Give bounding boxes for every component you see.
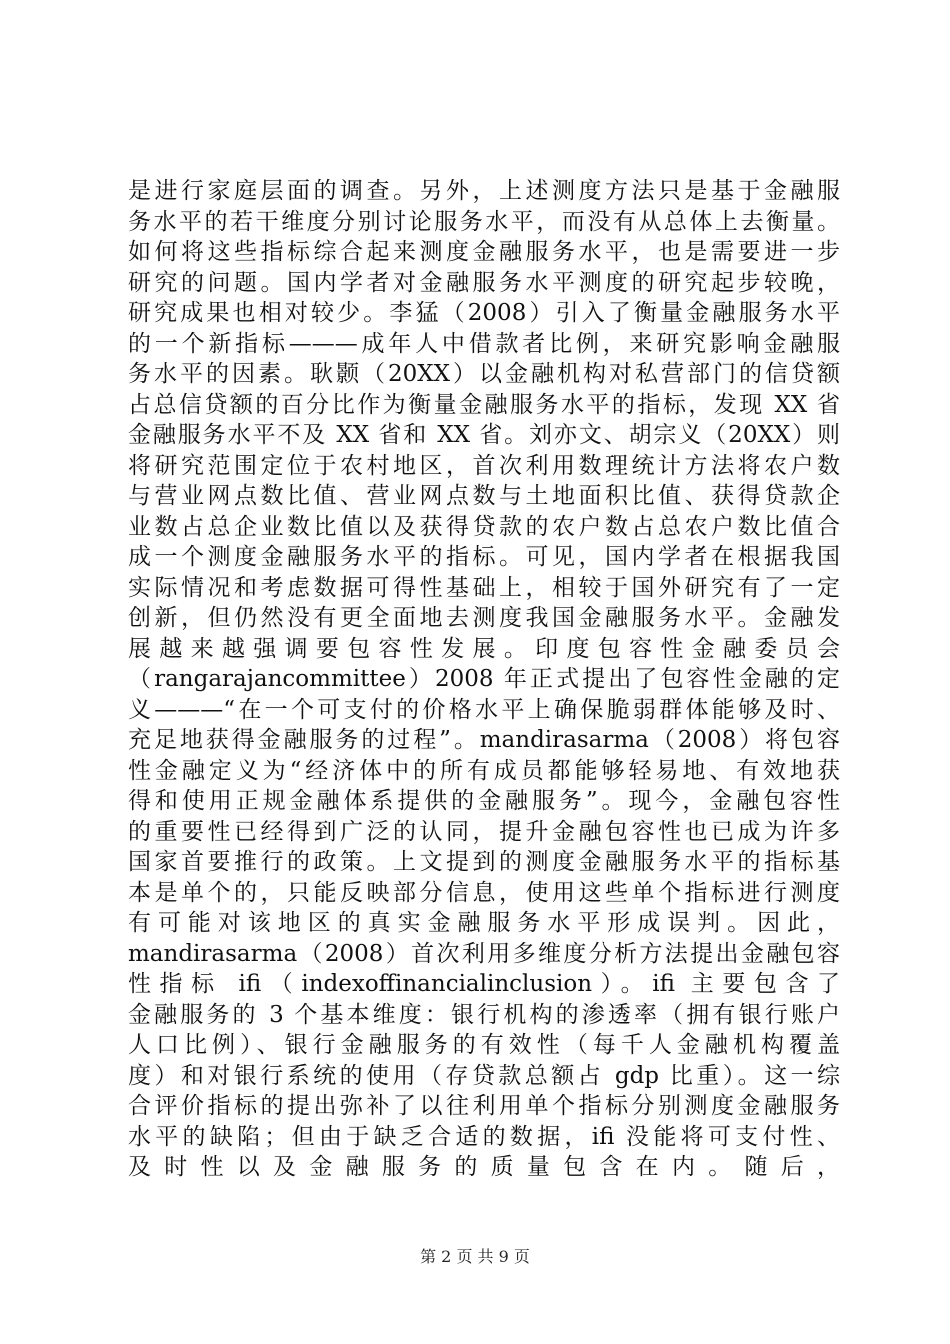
text-line: 性金融定义为“经济体中的所有成员都能够轻易地、有效地获	[128, 757, 840, 784]
text-line: 是进行家庭层面的调查。另外，上述测度方法只是基于金融服	[128, 178, 840, 204]
text-line: 的重要性已经得到广泛的认同，提升金融包容性也已成为许多	[128, 818, 840, 845]
text-line: 水平的缺陷；但由于缺乏合适的数据，ifi 没能将可支付性、	[128, 1123, 840, 1150]
text-line: 创新，但仍然没有更全面地去测度我国金融服务水平。金融发	[128, 605, 840, 631]
text-line: 义———“在一个可支付的价格水平上确保脆弱群体能够及时、	[128, 696, 840, 723]
text-line: mandirasarma（2008）首次利用多维度分析方法提出金融包容	[128, 940, 840, 967]
text-line: 有可能对该地区的真实金融服务水平形成误判。因此，	[128, 910, 840, 936]
text-line: 人口比例）、银行金融服务的有效性（每千人金融机构覆盖	[128, 1032, 840, 1058]
text-line: 将研究范围定位于农村地区，首次利用数理统计方法将农户数	[128, 452, 840, 479]
text-line: 的一个新指标———成年人中借款者比例，来研究影响金融服	[128, 330, 840, 357]
text-line: 展越来越强调要包容性发展。印度包容性金融委员会	[128, 635, 840, 662]
text-line: 与营业网点数比值、营业网点数与土地面积比值、获得贷款企	[128, 483, 840, 509]
text-line: 合评价指标的提出弥补了以往利用单个指标分别测度金融服务	[128, 1093, 840, 1119]
text-line: 金融服务水平不及 XX 省和 XX 省。刘亦文、胡宗义（20XX）则	[128, 422, 840, 448]
text-line: 本是单个的，只能反映部分信息，使用这些单个指标进行测度	[128, 879, 840, 906]
text-line: 充足地获得金融服务的过程”。mandirasarma（2008）将包容	[128, 727, 840, 753]
text-line: 如何将这些指标综合起来测度金融服务水平，也是需要进一步	[128, 239, 840, 265]
text-line: 得和使用正规金融体系提供的金融服务”。现今，金融包容性	[128, 788, 840, 814]
text-line: （rangarajancommittee）2008 年正式提出了包容性金融的定	[128, 666, 840, 692]
text-line: 实际情况和考虑数据可得性基础上，相较于国外研究有了一定	[128, 574, 840, 601]
text-line: 业数占总企业数比值以及获得贷款的农户数占总农户数比值合	[128, 513, 840, 540]
body-paragraph	[128, 176, 840, 1183]
text-line: 及时性以及金融服务的质量包含在内。随后，	[128, 1154, 840, 1180]
text-line: 金融服务的 3 个基本维度：银行机构的渗透率（拥有银行账户	[128, 1001, 840, 1028]
text-line: 性指标 ifi（indexoffinancialinclusion）。ifi 主要包含了	[128, 971, 840, 997]
text-line: 成一个测度金融服务水平的指标。可见，国内学者在根据我国	[128, 544, 840, 570]
text-line: 务水平的因素。耿颢（20XX）以金融机构对私营部门的信贷额	[128, 361, 840, 387]
text-line: 占总信贷额的百分比作为衡量金融服务水平的指标，发现 XX 省	[128, 391, 840, 418]
text-line: 国家首要推行的政策。上文提到的测度金融服务水平的指标基	[128, 849, 840, 875]
text-line: 务水平的若干维度分别讨论服务水平，而没有从总体上去衡量。	[128, 208, 840, 235]
page-footer: 第 2 页 共 9 页	[420, 1247, 530, 1266]
text-line: 研究的问题。国内学者对金融服务水平测度的研究起步较晚，	[128, 269, 840, 296]
text-line: 研究成果也相对较少。李猛（2008）引入了衡量金融服务水平	[128, 300, 840, 326]
text-line: 度）和对银行系统的使用（存贷款总额占 gdp 比重）。这一综	[128, 1062, 840, 1089]
